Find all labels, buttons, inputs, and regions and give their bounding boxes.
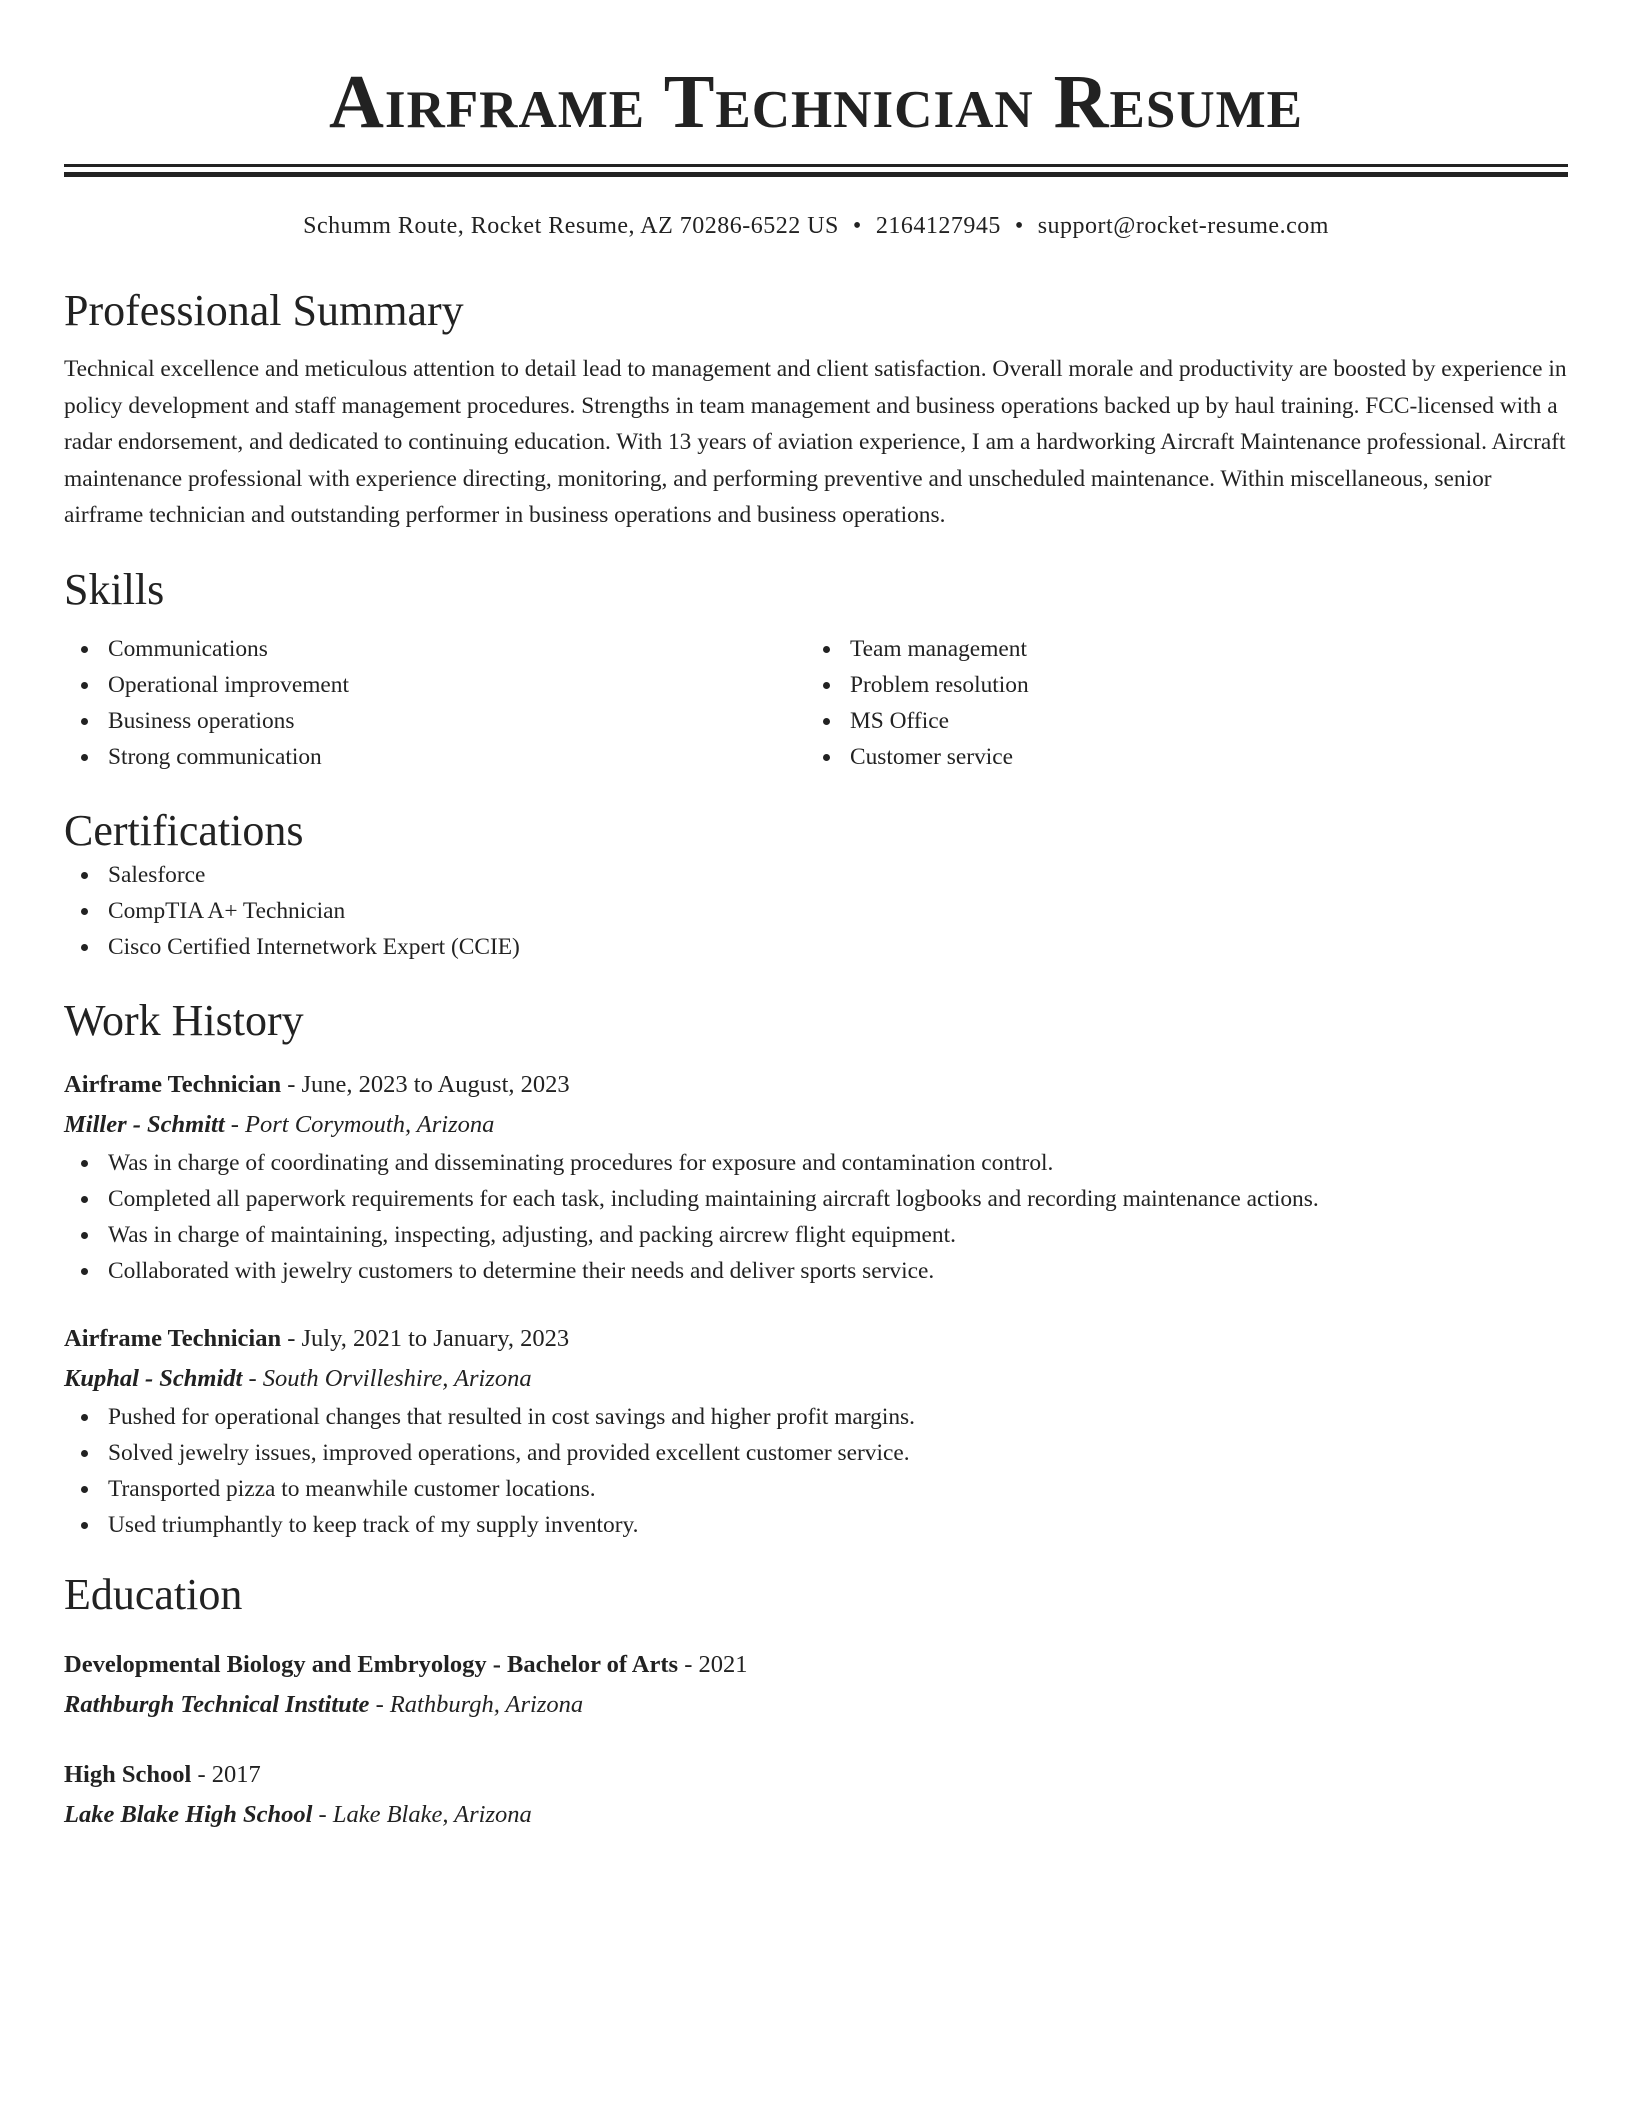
certifications-list <box>64 857 1568 965</box>
work-history-heading: Work History <box>64 995 304 1045</box>
job-location: - Port Corymouth, Arizona <box>224 1110 495 1138</box>
education-school-line <box>64 1795 1568 1835</box>
contact-email: support@rocket-resume.com <box>1037 213 1329 239</box>
education-degree: Developmental Biology and Embryology - Bachelor of Arts <box>64 1650 679 1678</box>
skill-item: Operational improvement <box>64 667 806 703</box>
summary-text: Technical excellence and meticulous attention to detail lead to management and client satisfaction. Overall morale and productivity are boosted by experience in policy development and staff management procedures. Strengths in team management and business operations backed up by haul training. FCC-licensed with a radar endorsement, and dedicated to continuing education. With 13 years of aviation experience, I am a hardworking Aircraft Maintenance professional. Aircraft maintenance professional with experience directing, monitoring, and performing preventive and unscheduled maintenance. Within miscellaneous, senior airframe technician and outstanding performer in business operations and business operations. <box>64 356 1567 528</box>
education-degree-line <box>64 1645 1568 1685</box>
certification-item: Cisco Certified Internetwork Expert (CCIE) <box>64 929 1568 965</box>
job-duty-item: Was in charge of coordinating and disseminating procedures for exposure and contamination control. <box>64 1145 1568 1181</box>
title-divider-thin <box>64 164 1568 167</box>
certification-item: Salesforce <box>64 857 1568 893</box>
title-divider-thick <box>64 172 1568 177</box>
skill-item: Customer service <box>806 739 1548 775</box>
education-entry <box>64 1645 1568 1725</box>
skill-item: MS Office <box>806 703 1548 739</box>
education-entry <box>64 1755 1568 1835</box>
skills-column-right <box>806 631 1548 775</box>
job-entry <box>64 1065 1568 1289</box>
skills-heading: Skills <box>64 564 165 614</box>
job-company: Kuphal - Schmidt <box>64 1364 243 1392</box>
job-header <box>64 1319 1568 1359</box>
contact-address: Schumm Route, Rocket Resume, AZ 70286-6522 US <box>303 213 839 239</box>
job-title: Airframe Technician <box>64 1324 282 1352</box>
job-title: Airframe Technician <box>64 1070 282 1098</box>
education-degree: High School <box>64 1760 192 1788</box>
education-heading: Education <box>64 1569 243 1619</box>
education-year: - 2017 <box>191 1760 261 1788</box>
skill-item: Team management <box>806 631 1548 667</box>
job-dates: - July, 2021 to January, 2023 <box>281 1324 570 1352</box>
education-school: Lake Blake High School <box>64 1800 313 1828</box>
skills-column-left <box>64 631 806 775</box>
job-header <box>64 1065 1568 1105</box>
certification-item: CompTIA A+ Technician <box>64 893 1568 929</box>
job-duties <box>64 1399 1568 1543</box>
job-duty-item: Completed all paperwork requirements for each task, including maintaining aircraft logbooks and recording maintenance actions. <box>64 1181 1568 1217</box>
education-year: - 2021 <box>678 1650 748 1678</box>
job-entry <box>64 1319 1568 1543</box>
contact-separator: • <box>1014 213 1024 239</box>
certifications-heading: Certifications <box>64 805 304 855</box>
job-employer <box>64 1359 1568 1399</box>
summary-heading: Professional Summary <box>64 286 464 335</box>
job-duty-item: Collaborated with jewelry customers to determine their needs and deliver sports service. <box>64 1253 1568 1289</box>
job-duty-item: Solved jewelry issues, improved operations, and provided excellent customer service. <box>64 1435 1568 1471</box>
resume-title: Airframe Technician Resume <box>329 60 1303 144</box>
skill-item: Strong communication <box>64 739 806 775</box>
job-duty-item: Was in charge of maintaining, inspecting, adjusting, and packing aircrew flight equipment. <box>64 1217 1568 1253</box>
job-company: Miller - Schmitt <box>64 1110 225 1138</box>
job-duty-item: Pushed for operational changes that resulted in cost savings and higher profit margins. <box>64 1399 1568 1435</box>
education-location: - Lake Blake, Arizona <box>312 1800 532 1828</box>
skill-item: Business operations <box>64 703 806 739</box>
education-degree-line <box>64 1755 1568 1795</box>
contact-phone: 2164127945 <box>875 213 1001 239</box>
contact-line <box>64 211 1568 241</box>
contact-separator: • <box>852 213 862 239</box>
skills-list <box>64 631 1568 775</box>
skill-item: Communications <box>64 631 806 667</box>
skill-item: Problem resolution <box>806 667 1548 703</box>
job-duty-item: Transported pizza to meanwhile customer locations. <box>64 1471 1568 1507</box>
job-dates: - June, 2023 to August, 2023 <box>281 1070 570 1098</box>
job-employer <box>64 1105 1568 1145</box>
education-school: Rathburgh Technical Institute <box>64 1690 370 1718</box>
job-location: - South Orvilleshire, Arizona <box>242 1364 532 1392</box>
education-school-line <box>64 1685 1568 1725</box>
education-location: - Rathburgh, Arizona <box>369 1690 584 1718</box>
job-duty-item: Used triumphantly to keep track of my supply inventory. <box>64 1507 1568 1543</box>
job-duties <box>64 1145 1568 1289</box>
